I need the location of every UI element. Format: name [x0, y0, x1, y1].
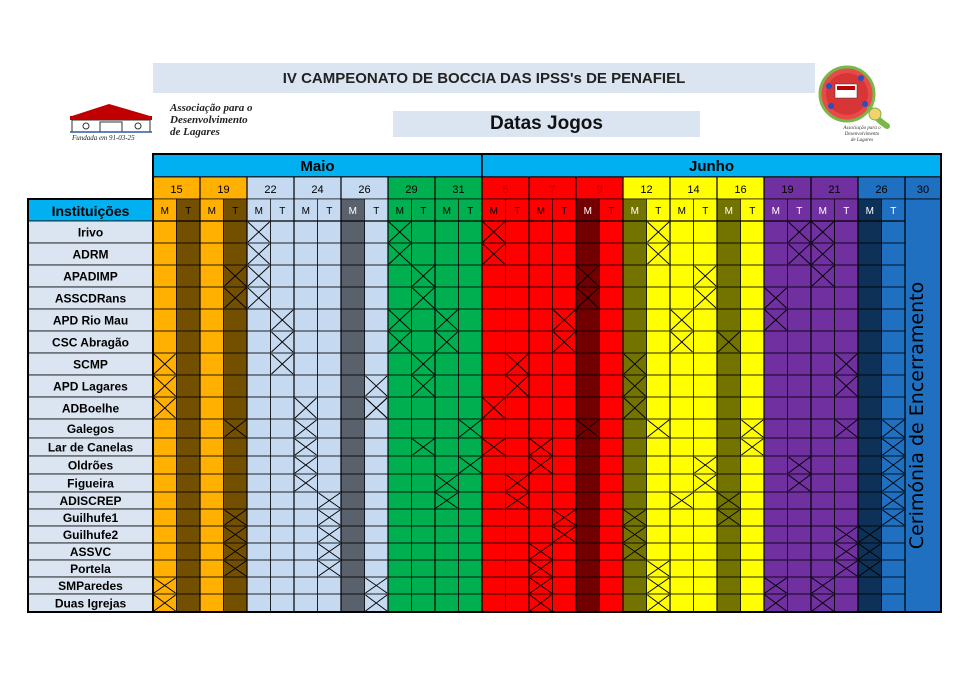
session-label: M — [489, 206, 498, 217]
session-label: T — [326, 206, 333, 217]
session-label: M — [442, 206, 451, 217]
org-name-line3: de Lagares — [170, 126, 220, 138]
institution-name: Duas Igrejas — [54, 596, 127, 611]
day-label: 15 — [170, 184, 183, 196]
day-column-fill — [294, 221, 318, 612]
day-label: 9 — [596, 184, 603, 196]
badge-line2: Desenvolvimento — [844, 132, 880, 137]
session-label: M — [630, 206, 639, 217]
day-column-fill — [271, 221, 295, 612]
institution-name: Lar de Canelas — [47, 440, 134, 455]
day-column-fill — [788, 221, 812, 612]
day-column-fill — [600, 221, 624, 612]
day-label: 22 — [264, 184, 277, 196]
org-name-line1: Associação para o — [170, 102, 253, 114]
day-column-fill — [647, 221, 671, 612]
day-column-fill — [482, 221, 506, 612]
day-label: 30 — [916, 184, 930, 196]
session-label: M — [677, 206, 686, 217]
institution-name: APADIMP — [63, 269, 118, 284]
session-label: T — [749, 206, 756, 217]
day-column-fill — [365, 221, 389, 612]
day-column-fill — [882, 221, 906, 612]
day-column-fill — [576, 221, 600, 612]
session-label: T — [185, 206, 192, 217]
day-column-fill — [623, 221, 647, 612]
session-label: M — [207, 206, 216, 217]
session-label: M — [771, 206, 780, 217]
institution-name: CSC Abragão — [52, 335, 129, 350]
day-column-fill — [553, 221, 577, 612]
session-label: T — [890, 206, 897, 217]
session-label: T — [279, 206, 286, 217]
session-label: T — [373, 206, 380, 217]
day-label: 16 — [734, 184, 747, 196]
day-column-fill — [529, 221, 553, 612]
institutions-header: Instituições — [51, 203, 130, 219]
institution-name: Galegos — [66, 422, 115, 436]
day-column-fill — [741, 221, 765, 612]
badge-line1: Associação para o — [843, 126, 881, 131]
day-column-fill — [435, 221, 459, 612]
session-label: T — [514, 206, 521, 217]
day-column-fill — [670, 221, 694, 612]
day-column-fill — [412, 221, 436, 612]
day-label: 7 — [549, 184, 556, 196]
day-column-fill — [388, 221, 412, 612]
org-name-line2: Desenvolvimento — [170, 114, 248, 126]
institution-name: ASSVC — [69, 545, 112, 559]
institution-name: APD Lagares — [53, 379, 128, 394]
day-column-fill — [811, 221, 835, 612]
session-label: M — [724, 206, 733, 217]
institution-name: APD Rio Mau — [52, 313, 129, 328]
session-label: M — [536, 206, 545, 217]
institution-name: Portela — [70, 562, 111, 576]
day-column-fill — [200, 221, 224, 612]
session-label: T — [655, 206, 662, 217]
day-column-fill — [717, 221, 741, 612]
day-column-fill — [506, 221, 530, 612]
day-label: 26 — [358, 184, 371, 196]
session-label: M — [160, 206, 169, 217]
day-label: 12 — [640, 184, 653, 196]
day-column-fill — [247, 221, 271, 612]
institution-name: SCMP — [73, 357, 108, 372]
month-label-junho: Junho — [689, 158, 734, 175]
institution-name: Irivo — [77, 225, 104, 240]
institution-name: Figueira — [67, 476, 114, 491]
institution-name: ADBoelhe — [61, 401, 120, 416]
institution-name: ADISCREP — [59, 494, 122, 508]
day-column-fill — [459, 221, 483, 612]
day-column-fill — [224, 221, 248, 612]
session-label: T — [467, 206, 474, 217]
day-column-fill — [341, 221, 365, 612]
institution-name: Guilhufe1 — [62, 511, 119, 525]
day-label: 26 — [875, 184, 888, 196]
day-label: 19 — [217, 184, 230, 196]
session-label: M — [583, 206, 592, 217]
day-column-fill — [694, 221, 718, 612]
session-label: M — [395, 206, 404, 217]
day-column-fill — [835, 221, 859, 612]
day-column-fill — [177, 221, 201, 612]
day-column-fill — [318, 221, 342, 612]
day-label: 24 — [311, 184, 324, 196]
session-label: T — [561, 206, 568, 217]
closing-ceremony-label: Cerimónia de Encerramento — [906, 281, 928, 550]
page-title: IV CAMPEONATO DE BOCCIA DAS IPSS's DE PENAFIEL — [153, 63, 815, 93]
session-label: M — [254, 206, 263, 217]
session-label: M — [348, 206, 357, 217]
day-label: 29 — [405, 184, 418, 196]
session-label: T — [608, 206, 615, 217]
day-label: 19 — [781, 184, 794, 196]
institution-name: Oldrões — [67, 458, 114, 473]
page-subtitle: Datas Jogos — [393, 111, 700, 137]
institution-name: SMParedes — [58, 579, 123, 593]
day-label: 5 — [502, 184, 509, 196]
day-column-fill — [764, 221, 788, 612]
session-label: M — [818, 206, 827, 217]
session-label: T — [420, 206, 427, 217]
founded-date: Fundada em 91-03-25 — [72, 134, 135, 142]
day-label: 31 — [452, 184, 465, 196]
session-label: T — [843, 206, 850, 217]
day-column-fill — [153, 221, 177, 612]
session-label: T — [232, 206, 239, 217]
institution-name: ADRM — [72, 247, 109, 262]
institution-name: Guilhufe2 — [62, 528, 119, 542]
badge-line3: de Lagares — [850, 138, 874, 143]
day-column-fill — [858, 221, 882, 612]
month-label-maio: Maio — [300, 158, 335, 175]
day-label: 21 — [828, 184, 841, 196]
session-label: T — [796, 206, 803, 217]
institution-name: ASSCDRans — [54, 291, 127, 306]
session-label: T — [702, 206, 709, 217]
day-label: 14 — [687, 184, 700, 196]
session-label: M — [865, 206, 874, 217]
session-label: M — [301, 206, 310, 217]
